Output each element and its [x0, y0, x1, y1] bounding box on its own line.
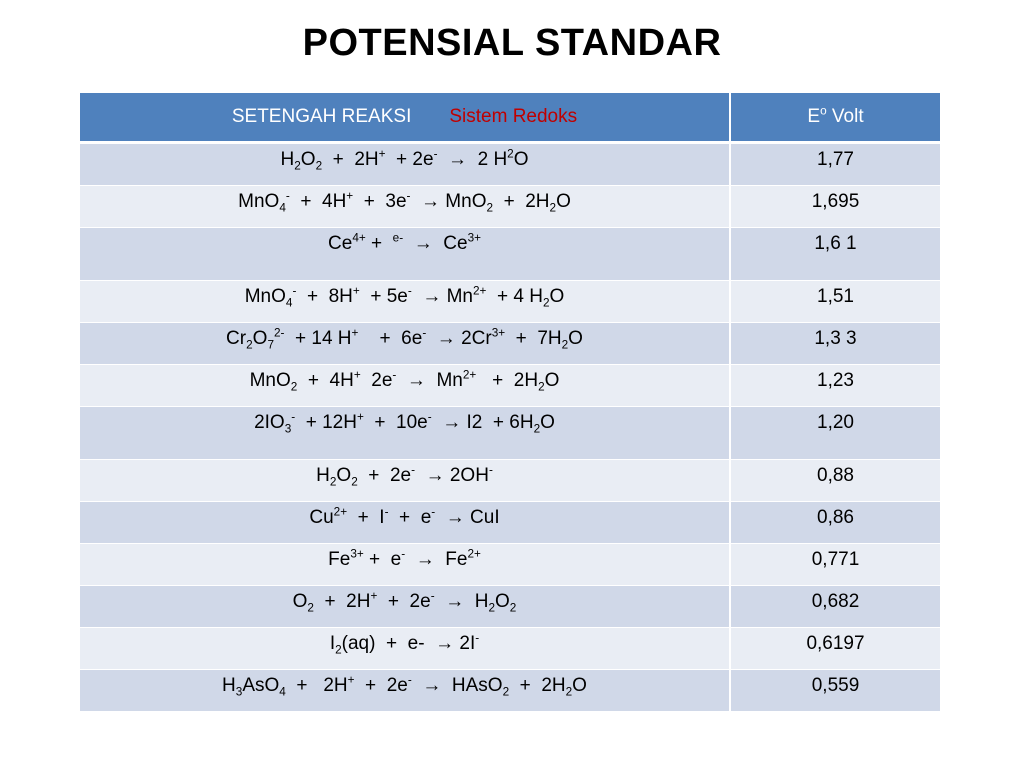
- reaction-text: [412, 286, 423, 307]
- potential-value-cell: 0,6197: [730, 628, 940, 670]
- potential-value-cell: 1,51: [730, 281, 940, 323]
- reaction-text: I: [329, 633, 336, 654]
- table-row: [80, 186, 940, 228]
- subscript: 2: [315, 159, 323, 173]
- superscript: -: [401, 547, 406, 561]
- subscript: 2: [533, 422, 541, 436]
- half-reaction-cell: [80, 586, 730, 628]
- reaction-text: + 4H: [289, 191, 347, 212]
- subscript: 2: [502, 685, 510, 699]
- reaction-text: 2 H: [467, 149, 508, 170]
- superscript: 2+: [462, 368, 477, 382]
- arrow-right-icon: →: [406, 370, 426, 391]
- half-reaction-header: [80, 93, 730, 143]
- arrow-right-icon: →: [436, 328, 456, 349]
- subscript: 2: [561, 338, 569, 352]
- superscript: 3+: [350, 547, 364, 561]
- potential-value-cell: 0,682: [730, 586, 940, 628]
- subscript: 2: [488, 601, 496, 615]
- reaction-text: (aq) + e-: [341, 633, 436, 654]
- reaction-text: O: [568, 328, 583, 349]
- table-row: [80, 365, 940, 407]
- potential-value-cell: 1,20: [730, 407, 940, 460]
- reaction-text: O: [556, 191, 571, 212]
- potential-value-cell: 1,3 3: [730, 323, 940, 365]
- arrow-right-icon: →: [448, 149, 468, 170]
- superscript: 2+: [467, 547, 481, 561]
- reaction-text: MnO: [440, 191, 487, 212]
- reaction-text: + 2H: [509, 675, 566, 696]
- half-reaction-cell: [80, 281, 730, 323]
- subscript: 2: [509, 601, 517, 615]
- superscript: -: [431, 505, 436, 519]
- subscript: 3: [284, 422, 292, 436]
- subscript: 3: [235, 685, 243, 699]
- reaction-text: O: [544, 370, 560, 391]
- table-row: [80, 460, 940, 502]
- table-body: [80, 143, 940, 712]
- arrow-right-icon: →: [421, 191, 441, 212]
- subscript: 2: [542, 296, 550, 310]
- half-reaction-cell: [80, 628, 730, 670]
- superscript: -: [488, 463, 493, 477]
- reaction-text: O: [336, 465, 352, 486]
- arrow-right-icon: →: [442, 412, 462, 433]
- reaction-text: 2IO: [254, 412, 285, 433]
- subscript: 2: [351, 475, 358, 489]
- slide-title: POTENSIAL STANDAR: [302, 22, 722, 64]
- reaction-text: 2Cr: [455, 328, 492, 349]
- reaction-text: + 10e: [363, 412, 428, 433]
- superscript: -: [411, 463, 416, 477]
- reaction-text: Fe: [328, 549, 351, 570]
- reaction-text: + 8H: [296, 286, 353, 307]
- arrow-right-icon: →: [425, 465, 445, 486]
- table-row: [80, 323, 940, 365]
- superscript: 2-: [273, 326, 285, 340]
- reaction-text: H: [222, 675, 236, 696]
- reaction-text: MnO: [244, 286, 286, 307]
- reaction-text: + e: [388, 507, 432, 528]
- superscript: -: [475, 631, 480, 645]
- half-reaction-cell: [80, 143, 730, 186]
- superscript: -: [392, 368, 397, 382]
- half-reaction-cell: [80, 502, 730, 544]
- arrow-right-icon: →: [413, 233, 433, 254]
- potential-value-cell: 0,559: [730, 670, 940, 712]
- superscript: -: [422, 326, 427, 340]
- half-reaction-cell: [80, 365, 730, 407]
- superscript: 3+: [467, 231, 481, 245]
- half-reaction-cell: [80, 670, 730, 712]
- arrow-right-icon: →: [415, 549, 435, 570]
- table-row: [80, 670, 940, 712]
- reaction-text: O: [292, 591, 308, 612]
- reaction-text: Cu: [309, 507, 334, 528]
- superscript: 4+: [352, 231, 366, 245]
- subscript: 4: [285, 296, 293, 310]
- arrow-right-icon: →: [435, 633, 455, 654]
- reaction-text: Ce: [328, 233, 353, 254]
- superscript: 3+: [491, 326, 506, 340]
- potential-value-cell: 0,86: [730, 502, 940, 544]
- superscript: -: [427, 410, 432, 424]
- reaction-text: + 2e: [354, 675, 408, 696]
- reaction-text: [435, 591, 446, 612]
- half-reaction-cell: [80, 544, 730, 586]
- potential-header-symbol: E: [807, 106, 821, 127]
- subscript: 2: [307, 601, 314, 615]
- reaction-text: [432, 412, 443, 433]
- reaction-text: H: [316, 465, 330, 486]
- reaction-text: O: [513, 149, 529, 170]
- reaction-text: [412, 675, 423, 696]
- potential-value-cell: 0,771: [730, 544, 940, 586]
- potential-header: [730, 93, 940, 143]
- subscript: 2: [290, 380, 298, 394]
- reaction-text: 2e: [360, 370, 393, 391]
- superscript: +: [356, 410, 364, 424]
- reaction-text: [426, 328, 437, 349]
- superscript: +: [378, 147, 386, 161]
- subscript: 7: [267, 338, 274, 352]
- reaction-text: HAsO: [441, 675, 503, 696]
- half-reaction-header-label: SETENGAH REAKSI: [231, 106, 412, 127]
- potential-value-cell: 1,6 1: [730, 228, 940, 281]
- reaction-text: + 2e: [377, 591, 431, 612]
- half-reaction-cell: [80, 407, 730, 460]
- reaction-text: I2 + 6H: [461, 412, 534, 433]
- reaction-text: + 2e: [357, 465, 412, 486]
- potential-header-unit: Volt: [826, 106, 864, 127]
- superscript: -: [433, 147, 438, 161]
- superscript: -: [285, 189, 290, 203]
- reaction-text: O: [572, 675, 587, 696]
- subscript: 4: [279, 201, 286, 215]
- superscript: -: [407, 284, 412, 298]
- superscript: +: [352, 284, 360, 298]
- reaction-text: O: [252, 328, 268, 349]
- subscript: 2: [329, 475, 337, 489]
- superscript: 2+: [333, 505, 348, 519]
- reaction-text: O: [549, 286, 565, 307]
- half-reaction-cell: [80, 323, 730, 365]
- reaction-text: CuI: [464, 507, 500, 528]
- superscript: +: [351, 326, 359, 340]
- reaction-text: + 3e: [353, 191, 407, 212]
- superscript: -: [430, 589, 435, 603]
- reaction-text: + 2e: [385, 149, 434, 170]
- subscript: 2: [538, 380, 545, 394]
- reaction-text: +: [365, 233, 393, 254]
- table-row: [80, 628, 940, 670]
- standard-potential-table: [80, 93, 940, 712]
- reaction-text: MnO: [249, 370, 291, 391]
- superscript: -: [406, 189, 411, 203]
- reaction-text: [437, 149, 448, 170]
- reaction-text: [415, 465, 426, 486]
- reaction-text: O: [300, 149, 316, 170]
- reaction-text: Cr: [226, 328, 247, 349]
- reaction-text: Mn: [441, 286, 474, 307]
- table-row: [80, 407, 940, 460]
- reaction-text: 2OH: [444, 465, 489, 486]
- reaction-text: + 2H: [285, 675, 348, 696]
- subscript: 2: [486, 201, 494, 215]
- subscript: 2: [549, 201, 557, 215]
- table-row: [80, 502, 940, 544]
- superscript: 2+: [473, 284, 487, 298]
- reaction-text: + 2H: [322, 149, 379, 170]
- redox-system-header-label: Sistem Redoks: [449, 106, 578, 127]
- table-row: [80, 544, 940, 586]
- reaction-text: Fe: [434, 549, 468, 570]
- superscript: -: [407, 673, 412, 687]
- reaction-text: + 4H: [297, 370, 354, 391]
- arrow-right-icon: →: [422, 286, 442, 307]
- potential-value-cell: 0,88: [730, 460, 940, 502]
- table-header-row: [80, 93, 940, 143]
- potential-value-cell: 1,77: [730, 143, 940, 186]
- reaction-text: [403, 233, 414, 254]
- table-row: [80, 281, 940, 323]
- superscript: +: [346, 189, 354, 203]
- reaction-text: Ce: [432, 233, 468, 254]
- potential-header-superscript: o: [820, 104, 827, 118]
- reaction-text: [410, 191, 421, 212]
- reaction-text: + 6e: [358, 328, 423, 349]
- reaction-text: + 2H: [493, 191, 550, 212]
- subscript: 2: [294, 159, 301, 173]
- arrow-right-icon: →: [445, 507, 465, 528]
- reaction-text: [435, 507, 446, 528]
- reaction-text: + e: [363, 549, 402, 570]
- superscript: 2: [507, 147, 514, 161]
- arrow-right-icon: →: [422, 675, 442, 696]
- superscript: e-: [392, 231, 404, 245]
- superscript: -: [384, 505, 389, 519]
- reaction-text: + 5e: [359, 286, 408, 307]
- reaction-text: O: [540, 412, 555, 433]
- reaction-text: 2I: [454, 633, 476, 654]
- half-reaction-cell: [80, 460, 730, 502]
- potential-value-cell: 1,23: [730, 365, 940, 407]
- reaction-text: + 12H: [295, 412, 357, 433]
- subscript: 2: [565, 685, 573, 699]
- reaction-text: Mn: [425, 370, 463, 391]
- subscript: 2: [335, 643, 342, 657]
- arrow-right-icon: →: [445, 591, 465, 612]
- table-row: [80, 586, 940, 628]
- reaction-text: [405, 549, 416, 570]
- reaction-text: AsO: [242, 675, 280, 696]
- reaction-text: + 2H: [313, 591, 371, 612]
- subscript: 4: [279, 685, 286, 699]
- superscript: -: [291, 410, 296, 424]
- reaction-text: + 14 H: [284, 328, 352, 349]
- reaction-text: H: [280, 149, 295, 170]
- half-reaction-cell: [80, 186, 730, 228]
- reaction-text: [396, 370, 407, 391]
- table-row: [80, 143, 940, 186]
- half-reaction-cell: [80, 228, 730, 281]
- reaction-text: H: [464, 591, 489, 612]
- reaction-text: + I: [347, 507, 385, 528]
- reaction-text: O: [495, 591, 510, 612]
- subscript: 2: [246, 338, 253, 352]
- superscript: -: [292, 284, 297, 298]
- reaction-text: + 2H: [476, 370, 539, 391]
- reaction-text: MnO: [238, 191, 280, 212]
- superscript: +: [353, 368, 361, 382]
- superscript: +: [370, 589, 378, 603]
- reaction-text: + 7H: [505, 328, 562, 349]
- potential-value-cell: 1,695: [730, 186, 940, 228]
- table-row: [80, 228, 940, 281]
- superscript: +: [347, 673, 355, 687]
- reaction-text: + 4 H: [486, 286, 543, 307]
